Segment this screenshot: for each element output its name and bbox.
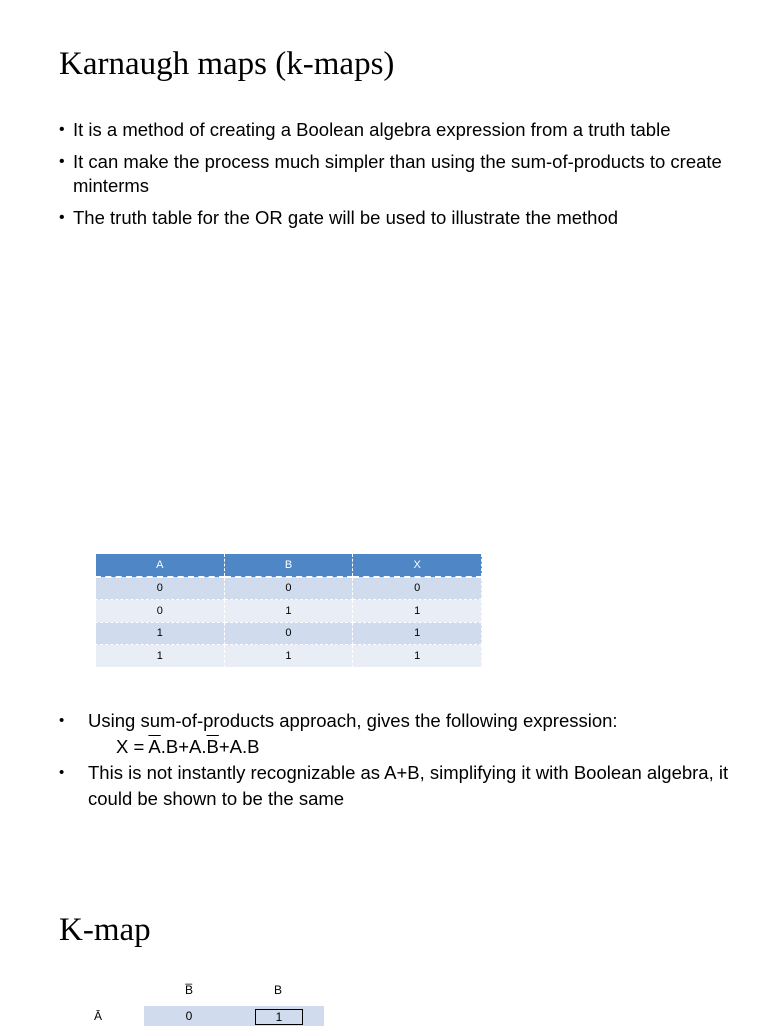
bullet-item: • It is a method of creating a Boolean algebra expression from a truth table: [59, 118, 739, 142]
kmap-row-label: Ā: [93, 1009, 102, 1023]
sop-bullet-list: [59, 708, 739, 812]
table-cell: 0: [96, 600, 225, 623]
table-row: [96, 577, 482, 600]
table-cell: 1: [353, 600, 482, 623]
table-cell: 1: [96, 622, 225, 645]
bullet-item: • This is not instantly recognizable as A+B, simplifying it with Boolean algebra, it could be shown to be the same: [59, 760, 739, 812]
bullet-item: • The truth table for the OR gate will be used to illustrate the method: [59, 206, 739, 230]
table-row: [96, 600, 482, 623]
expr-part: +A.B: [218, 736, 260, 757]
sop-expression: [88, 734, 739, 760]
intro-bullet-list: [59, 118, 739, 238]
a-bar: $\overline{A}$: [148, 736, 161, 757]
kmap-title: K-map: [59, 912, 151, 948]
table-cell: 1: [96, 645, 225, 668]
table-cell: 1: [224, 600, 353, 623]
table-cell: 0: [353, 577, 482, 600]
table-cell: 0: [96, 577, 225, 600]
sop-text: Using sum-of-products approach, gives the following expression:: [88, 710, 618, 731]
column-header: X: [353, 554, 482, 577]
table-cell: 1: [224, 645, 353, 668]
kmap-cell-grouped: 1: [255, 1009, 303, 1025]
kmap-col-header: B: [273, 983, 282, 997]
b-bar: $\overline{B}$: [206, 736, 219, 757]
table-cell: 1: [353, 622, 482, 645]
table-header-row: [96, 554, 482, 577]
kmap-cell: 0: [144, 1006, 234, 1026]
bullet-item: • It can make the process much simpler than using the sum-of-products to create minterms: [59, 150, 739, 198]
column-header: A: [96, 554, 225, 577]
table-row: [96, 622, 482, 645]
or-truth-table: [95, 554, 482, 668]
table-row: [96, 645, 482, 668]
table-cell: 0: [224, 622, 353, 645]
table-cell: 1: [353, 645, 482, 668]
expr-prefix: X =: [116, 736, 149, 757]
expr-part: .B+A.: [160, 736, 207, 757]
table-cell: 0: [224, 577, 353, 600]
kmap-cell: [234, 1006, 324, 1026]
kmap-col-header: B̅: [184, 983, 193, 997]
column-header: B: [224, 554, 353, 577]
page-title: Karnaugh maps (k-maps): [59, 46, 395, 82]
bullet-item: [59, 708, 739, 760]
